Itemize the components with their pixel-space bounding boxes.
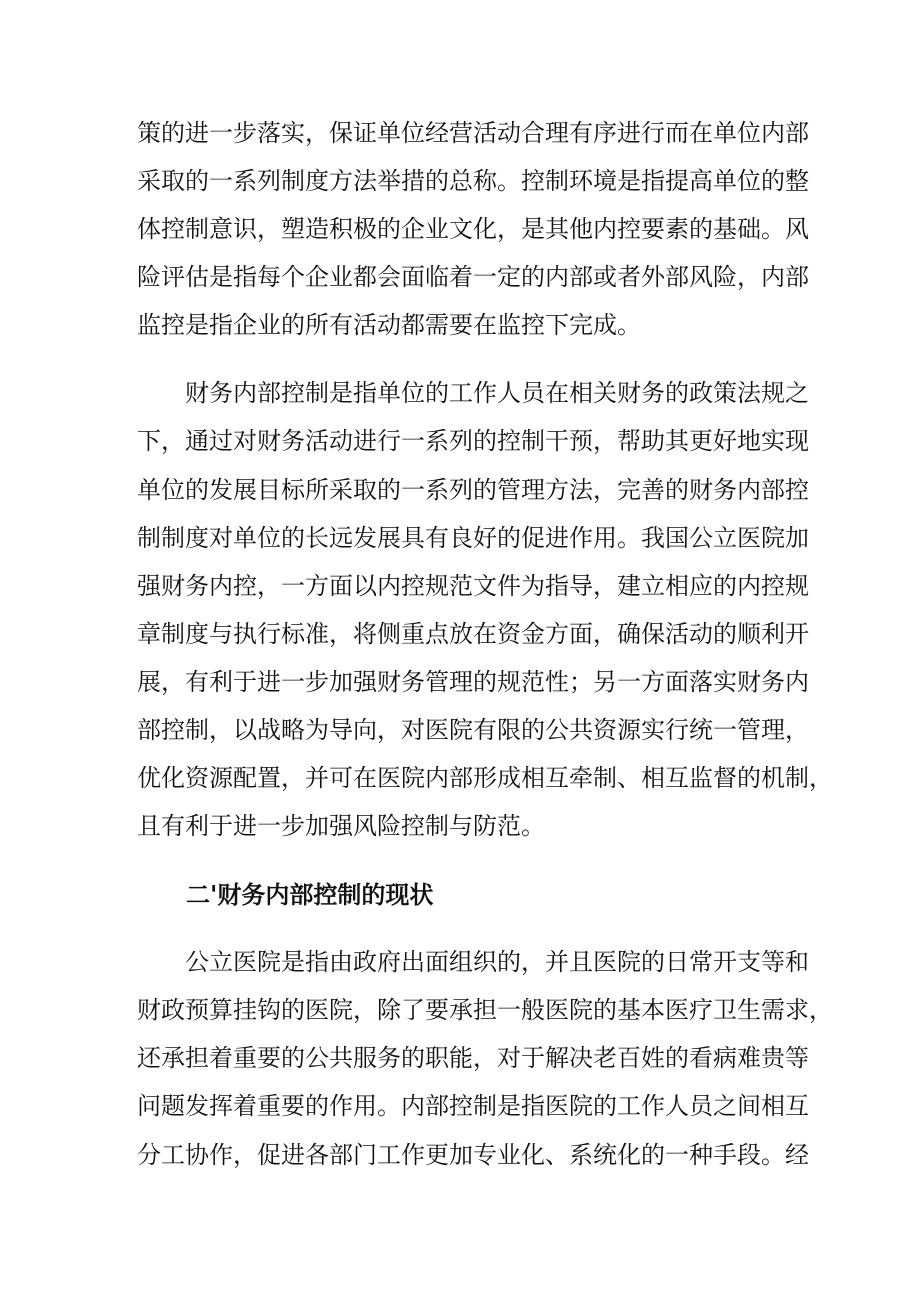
paragraph-2-line: 制制度对单位的长远发展具有良好的促进作用。我国公立医院加	[137, 524, 809, 552]
paragraph-2-line: 单位的发展目标所采取的一系列的管理方法，完善的财务内部控	[137, 476, 809, 504]
paragraph-1-line: 体控制意识，塑造积极的企业文化，是其他内控要素的基础。风	[137, 215, 809, 243]
paragraph-3-line: 问题发挥着重要的作用。内部控制是指医院的工作人员之间相互	[137, 1092, 809, 1120]
paragraph-2-line: 下，通过对财务活动进行一系列的控制干预，帮助其更好地实现	[137, 427, 809, 455]
paragraph-3-line: 财政预算挂钩的医院，除了要承担一般医院的基本医疗卫生需求，	[137, 996, 833, 1024]
paragraph-1-line: 策的进一步落实，保证单位经营活动合理有序进行而在单位内部	[137, 119, 809, 147]
paragraph-2-line: 章制度与执行标准，将侧重点放在资金方面，确保活动的顺利开	[137, 620, 809, 648]
paragraph-2-line: 优化资源配置，并可在医院内部形成相互牵制、相互监督的机制，	[137, 764, 833, 792]
paragraph-3-line: 还承担着重要的公共服务的职能，对于解决老百姓的看病难贵等	[137, 1044, 809, 1072]
paragraph-1-line: 监控是指企业的所有活动都需要在监控下完成。	[137, 311, 641, 339]
paragraph-2-line: 财务内部控制是指单位的工作人员在相关财务的政策法规之	[185, 379, 809, 407]
paragraph-3-line: 分工协作，促进各部门工作更加专业化、系统化的一种手段。经	[137, 1141, 809, 1169]
paragraph-2-line: 部控制，以战略为导向，对医院有限的公共资源实行统一管理，	[137, 716, 809, 744]
paragraph-2-line: 强财务内控，一方面以内控规范文件为指导，建立相应的内控规	[137, 572, 809, 600]
paragraph-2-line: 且有利于进一步加强风险控制与防范。	[137, 812, 545, 840]
paragraph-2-line: 展，有利于进一步加强财务管理的规范性；另一方面落实财务内	[137, 668, 809, 696]
section-heading: 二'财务内部控制的现状	[186, 880, 434, 909]
paragraph-1-line: 采取的一系列制度方法举措的总称。控制环境是指提高单位的整	[137, 167, 809, 195]
paragraph-3-line: 公立医院是指由政府出面组织的，并且医院的日常开支等和	[185, 948, 809, 976]
paragraph-1-line: 险评估是指每个企业都会面临着一定的内部或者外部风险，内部	[137, 263, 809, 291]
